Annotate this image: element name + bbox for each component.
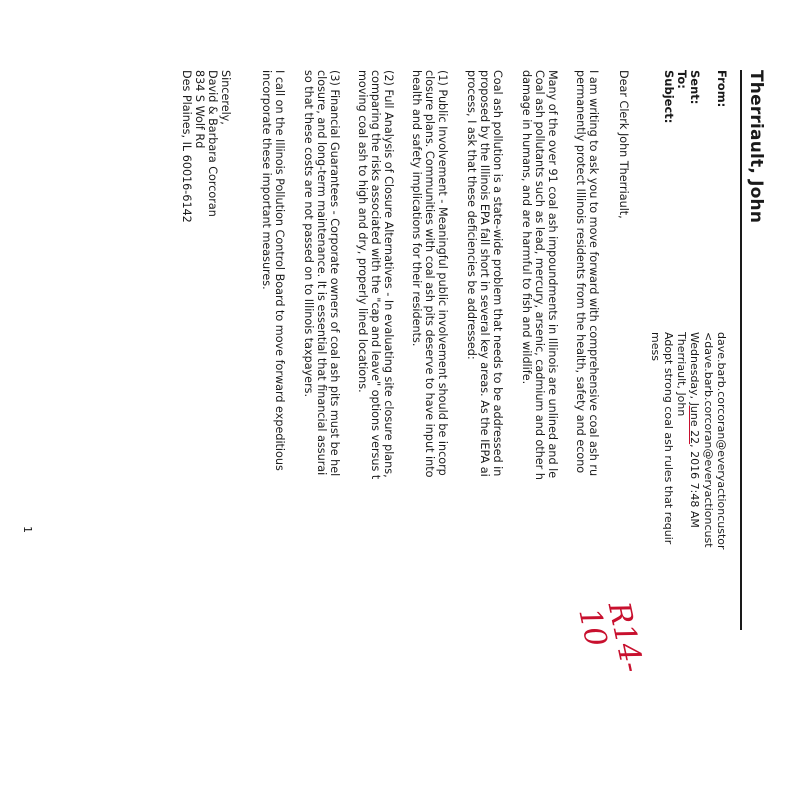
closing-block [180,70,232,223]
signature-street: 834 S Wolf Rd [193,70,206,149]
paragraph-line: (2) Full Analysis of Closure Alternatives - In evaluating site closure plans, [382,70,395,478]
sent-time: , 2016 7:48 AM [688,444,701,528]
paragraph-line: damage in humans, and are harmful to fish and wildlife. [520,70,533,385]
paragraph-2 [520,70,559,480]
title-rule [740,70,742,630]
paragraph-line: moving coal ash to high and dry, properly lined locations. [356,70,369,393]
from-value-line2: <dave.barb.corcoran@everyactioncust [702,332,715,548]
paragraph-line: proposed by the Illinois EPA fall short in several key areas. As the IEPA ai [478,70,491,477]
paragraph-line: I am writing to ask you to move forward with comprehensive coal ash ru [587,70,600,477]
paragraph-3 [465,70,504,477]
paragraph-line: I call on the Illinois Pollution Control Board to move forward expeditious [273,70,286,471]
paragraph-line: Coal ash pollutants such as lead, mercury, arsenic, cadmium and other h [533,70,546,480]
salutation: Dear Clerk John Therriault, [617,70,630,219]
sent-value [688,332,701,528]
closing-line: Sincerely, [219,70,232,125]
subject-value-line1: Adopt strong coal ash rules that requir [662,332,675,545]
sent-weekday: Wednesday, [688,332,701,403]
paragraph-line: comparing the risks associated with the "cap and leave" options versus t [369,70,382,480]
paragraph-line: so that these costs are not passed on to Illinois taxpayers. [302,70,315,398]
page-number: 1 [21,526,34,533]
handwritten-docket-stamp: R14-10 [571,598,650,676]
paragraph-line: Coal ash pollution is a state-wide problem that needs to be addressed in [491,70,504,477]
to-label: To: [675,70,689,89]
paragraph-line: closure, and long-term maintenance. It is essential that financial assurai [315,70,328,476]
paragraph-line: (3) Financial Guarantees - Corporate owners of coal ash pits must be hel [328,70,341,477]
paragraph-line: incorporate these important measures. [260,70,273,290]
paragraph-line: Many of the over 91 coal ash impoundments in Illinois are unlined and le [546,70,559,479]
sent-date-underlined: June 22 [688,402,701,445]
signature-name: David & Barbara Corcoran [206,70,219,217]
sender-name-title: Therriault, John [746,70,766,224]
signature-city: Des Plaines, IL 60016-6142 [180,70,193,223]
sent-label: Sent: [688,70,702,105]
paragraph-call-to-action [260,70,286,471]
paragraph-line: closure plans. Communities with coal ash pits deserve to have input into [423,70,436,478]
paragraph-1 [574,70,600,476]
subject-label: Subject: [662,70,676,124]
from-label: From: [715,70,729,108]
to-value: Therriault, John [675,332,688,417]
from-value-line1: dave.barb.corcoran@everyactioncustor [715,332,728,550]
subject-value-line2: mess [649,332,662,361]
paragraph-line: permanently protect Illinois residents from the health, safety and econo [574,70,587,474]
paragraph-closure-alternatives [356,70,395,479]
paragraph-public-involvement [410,70,449,477]
paragraph-line: (1) Public Involvement - Meaningful public involvement should be incorp [436,70,449,476]
paragraph-financial-guarantees [302,70,341,476]
paragraph-line: health and safety implications for their residents. [410,70,423,347]
paragraph-line: process, I ask that these deficiencies be addressed: [465,70,478,360]
